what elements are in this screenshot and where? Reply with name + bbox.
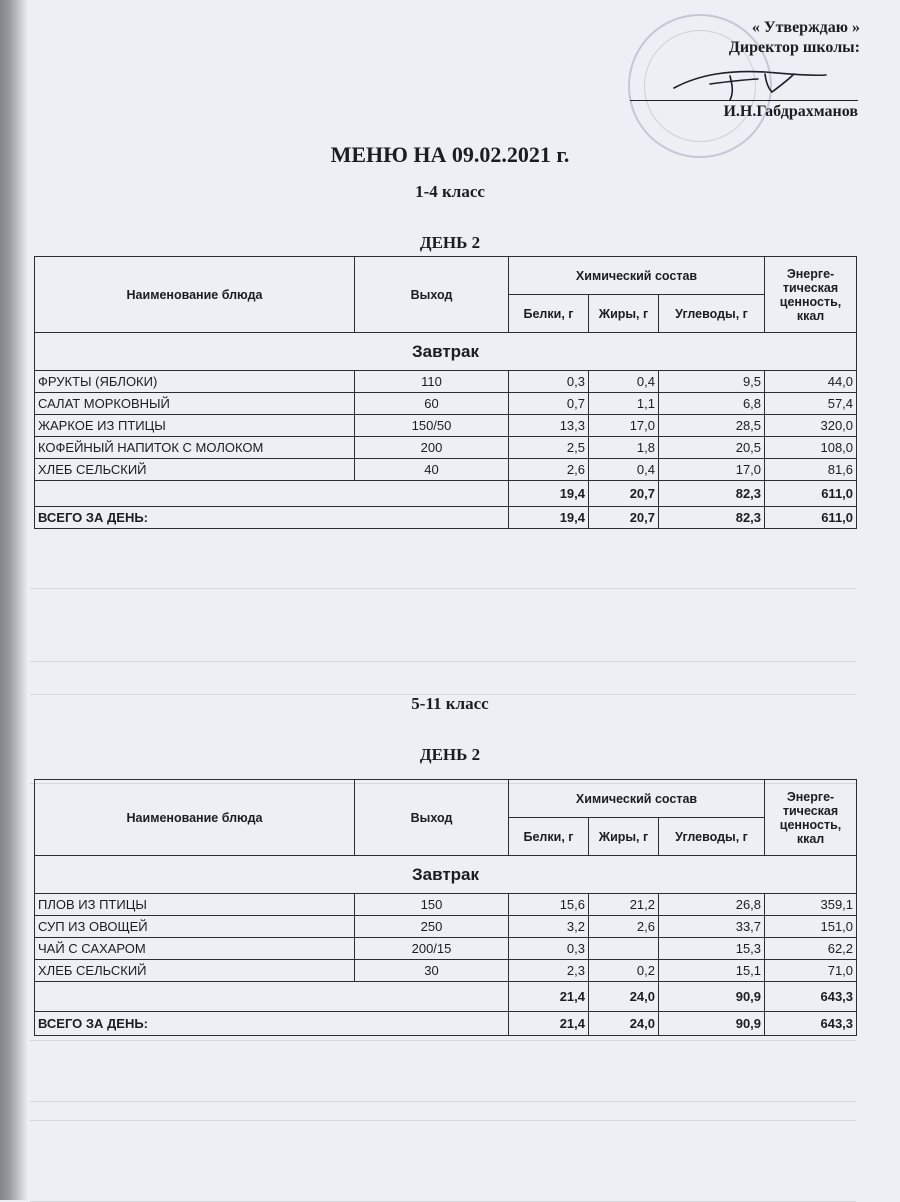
dish-carbs: 6,8 [659,393,765,415]
dish-name: СУП ИЗ ОВОЩЕЙ [35,916,355,938]
dish-carbs: 33,7 [659,916,765,938]
day-heading: ДЕНЬ 2 [419,233,481,252]
dish-fat: 0,4 [589,459,659,481]
dish-protein: 0,7 [509,393,589,415]
subtotal-energy: 643,3 [765,982,857,1012]
dish-fat: 2,6 [589,916,659,938]
meal-heading: Завтрак [35,856,857,894]
dish-output: 30 [355,960,509,982]
director-signature [670,62,830,102]
dish-fat [589,938,659,960]
day-heading: ДЕНЬ 2 [419,745,481,764]
dish-name: ЧАЙ С САХАРОМ [35,938,355,960]
total-label: ВСЕГО ЗА ДЕНЬ: [35,507,509,529]
dish-energy: 320,0 [765,415,857,437]
total-energy: 611,0 [765,507,857,529]
header-carbs: Углеводы, г [659,295,765,333]
header-chem: Химический состав [509,257,765,295]
dish-energy: 62,2 [765,938,857,960]
subtotal-carbs: 90,9 [659,982,765,1012]
dish-output: 150 [355,894,509,916]
dish-output: 110 [355,371,509,393]
dish-protein: 2,6 [509,459,589,481]
subtotal-label-cell [35,982,509,1012]
meal-heading: Завтрак [35,333,857,371]
header-energy: Энерге-тическая ценность, ккал [765,257,857,333]
dish-protein: 15,6 [509,894,589,916]
dish-energy: 108,0 [765,437,857,459]
subtotal-protein: 21,4 [509,982,589,1012]
approval-line-2: Директор школы: [728,39,860,56]
page-shadow [0,0,28,1200]
total-energy: 643,3 [765,1012,857,1036]
header-name: Наименование блюда [35,780,355,856]
dish-output: 60 [355,393,509,415]
dish-fat: 0,2 [589,960,659,982]
table-row [35,437,857,459]
dish-fat: 1,1 [589,393,659,415]
total-row [35,507,857,529]
total-row [35,1012,857,1036]
dish-protein: 13,3 [509,415,589,437]
header-output: Выход [355,257,509,333]
subtotal-protein: 19,4 [509,481,589,507]
dish-output: 250 [355,916,509,938]
approval-block [729,18,860,58]
dish-output: 200 [355,437,509,459]
dish-carbs: 17,0 [659,459,765,481]
bleed-through-rows [30,1040,856,1102]
subtotal-energy: 611,0 [765,481,857,507]
dish-fat: 17,0 [589,415,659,437]
bleed-through-table [30,588,856,662]
header-energy: Энерге-тическая ценность, ккал [765,780,857,856]
header-fat: Жиры, г [589,295,659,333]
total-carbs: 82,3 [659,507,765,529]
dish-fat: 1,8 [589,437,659,459]
dish-carbs: 15,1 [659,960,765,982]
menu-table [34,256,857,529]
table-row [35,415,857,437]
total-fat: 20,7 [589,507,659,529]
dish-output: 150/50 [355,415,509,437]
dish-energy: 151,0 [765,916,857,938]
table-row [35,916,857,938]
signature-line [630,100,858,101]
subtotal-carbs: 82,3 [659,481,765,507]
dish-energy: 44,0 [765,371,857,393]
total-protein: 19,4 [509,507,589,529]
dish-protein: 2,3 [509,960,589,982]
signer-name: И.Н.Габдрахманов [723,103,858,120]
subtotal-label-cell [35,481,509,507]
dish-fat: 0,4 [589,371,659,393]
table-row [35,371,857,393]
header-carbs: Углеводы, г [659,818,765,856]
dish-carbs: 20,5 [659,437,765,459]
dish-name: ПЛОВ ИЗ ПТИЦЫ [35,894,355,916]
subtotal-row [35,982,857,1012]
dish-name: ЖАРКОЕ ИЗ ПТИЦЫ [35,415,355,437]
grade-heading: 1-4 класс [415,182,485,201]
header-name: Наименование блюда [35,257,355,333]
approval-line-1: « Утверждаю » [751,19,860,36]
dish-protein: 3,2 [509,916,589,938]
total-protein: 21,4 [509,1012,589,1036]
total-fat: 24,0 [589,1012,659,1036]
header-output: Выход [355,780,509,856]
dish-name: САЛАТ МОРКОВНЫЙ [35,393,355,415]
dish-energy: 71,0 [765,960,857,982]
table-row [35,393,857,415]
subtotal-fat: 24,0 [589,982,659,1012]
dish-carbs: 26,8 [659,894,765,916]
table-row [35,459,857,481]
header-protein: Белки, г [509,295,589,333]
header-fat: Жиры, г [589,818,659,856]
dish-name: КОФЕЙНЫЙ НАПИТОК С МОЛОКОМ [35,437,355,459]
dish-protein: 2,5 [509,437,589,459]
subtotal-fat: 20,7 [589,481,659,507]
dish-carbs: 28,5 [659,415,765,437]
dish-protein: 0,3 [509,371,589,393]
dish-carbs: 9,5 [659,371,765,393]
bleed-through-table [30,1120,856,1202]
dish-name: ФРУКТЫ (ЯБЛОКИ) [35,371,355,393]
header-protein: Белки, г [509,818,589,856]
dish-carbs: 15,3 [659,938,765,960]
dish-energy: 81,6 [765,459,857,481]
dish-energy: 57,4 [765,393,857,415]
dish-output: 40 [355,459,509,481]
table-row [35,938,857,960]
subtotal-row [35,481,857,507]
table-row [35,960,857,982]
table-row [35,894,857,916]
dish-name: ХЛЕБ СЕЛЬСКИЙ [35,960,355,982]
dish-name: ХЛЕБ СЕЛЬСКИЙ [35,459,355,481]
dish-energy: 359,1 [765,894,857,916]
header-chem: Химический состав [509,780,765,818]
total-carbs: 90,9 [659,1012,765,1036]
page-title: МЕНЮ НА 09.02.2021 г. [330,142,570,167]
total-label: ВСЕГО ЗА ДЕНЬ: [35,1012,509,1036]
dish-protein: 0,3 [509,938,589,960]
dish-fat: 21,2 [589,894,659,916]
menu-table [34,779,857,1036]
grade-heading: 5-11 класс [411,694,489,713]
dish-output: 200/15 [355,938,509,960]
